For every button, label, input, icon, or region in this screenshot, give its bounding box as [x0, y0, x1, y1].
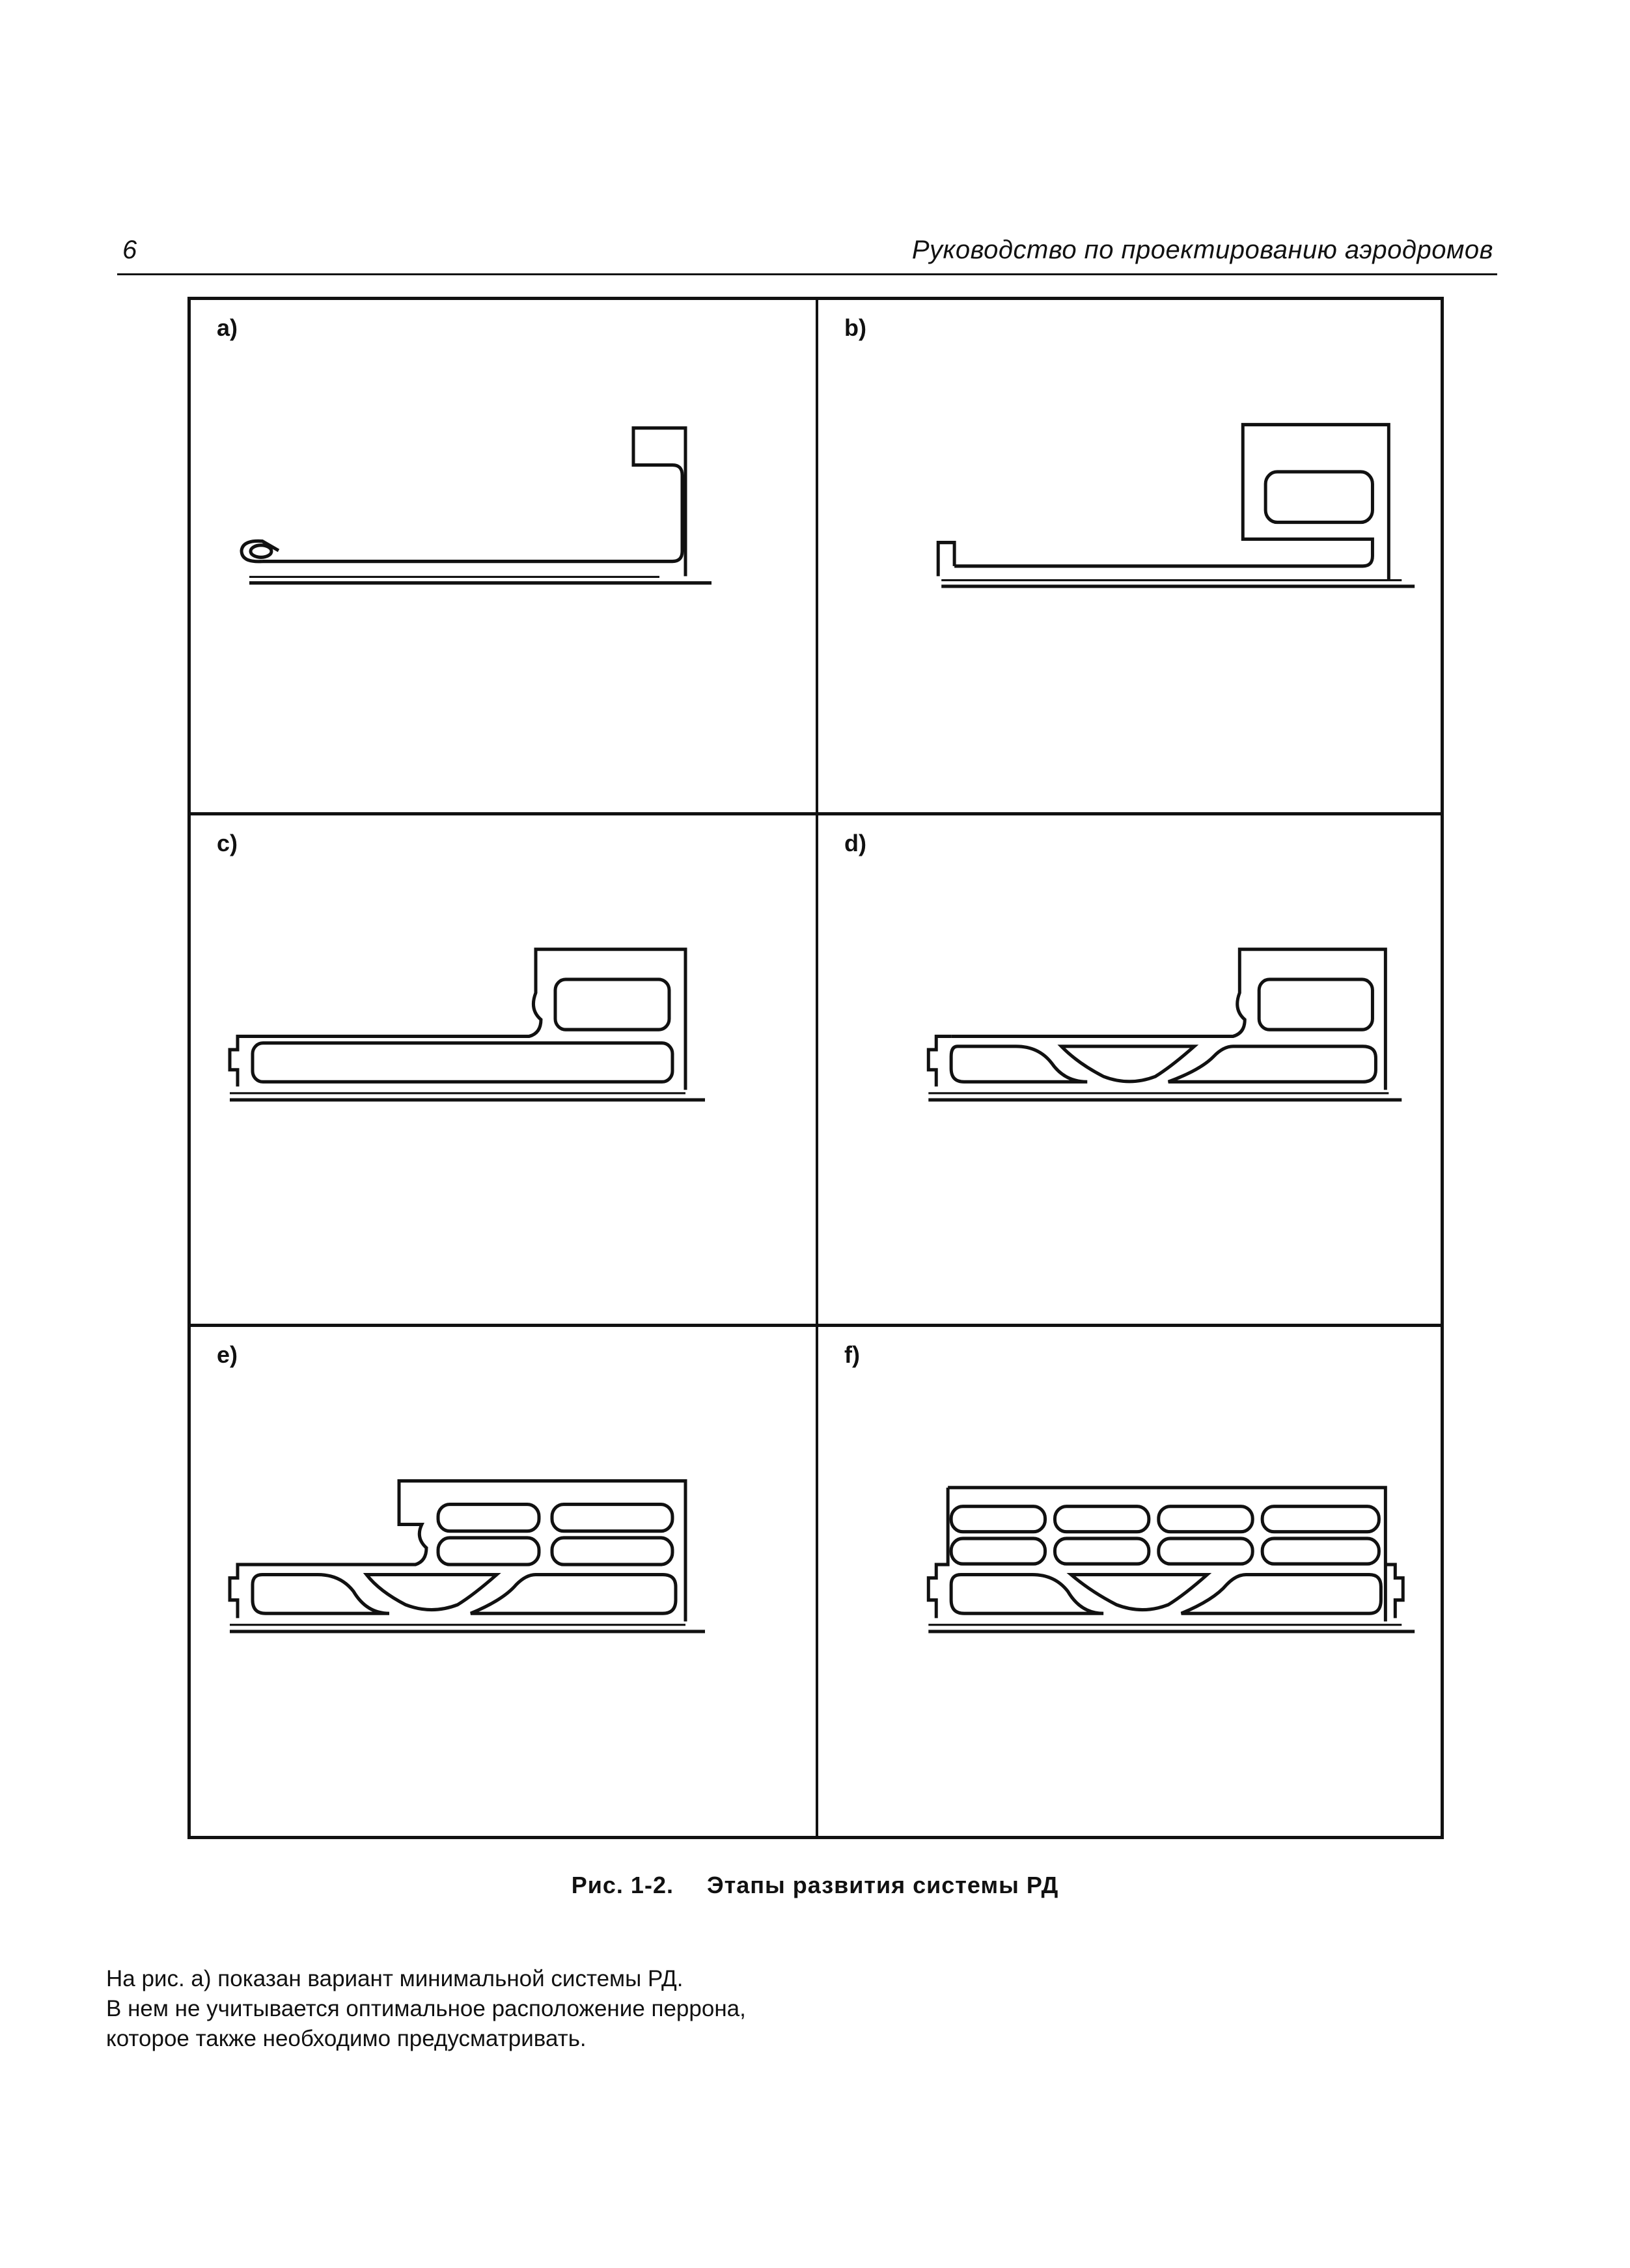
diagram-a	[191, 300, 816, 812]
diagram-d	[818, 815, 1441, 1324]
diagram-f	[818, 1327, 1441, 1836]
panel-label-a: a)	[217, 314, 238, 341]
figure	[187, 297, 1444, 1839]
panel-label-c: c)	[217, 829, 238, 856]
diagram-e	[191, 1327, 816, 1836]
figure-panel-a	[191, 300, 816, 812]
figure-panel-d	[816, 812, 1441, 1324]
header-rule	[117, 273, 1497, 275]
figure-panel-b	[816, 300, 1441, 812]
body-line: На рис. а) показан вариант минимальной системы РД.	[106, 1966, 684, 1991]
figure-caption-number: Рис. 1-2.	[571, 1872, 674, 1898]
panel-label-f: f)	[844, 1341, 860, 1369]
panel-label-e: e)	[217, 1341, 238, 1369]
diagram-b	[818, 300, 1441, 812]
figure-panel-e	[191, 1324, 816, 1836]
figure-panel-f	[816, 1324, 1441, 1836]
figure-caption	[0, 1872, 1630, 1899]
diagram-c	[191, 815, 816, 1324]
page-number: 6	[122, 236, 137, 264]
panel-label-b: b)	[844, 314, 866, 341]
figure-panel-c	[191, 812, 816, 1324]
body-paragraph	[106, 1964, 746, 2054]
figure-caption-title: Этапы развития системы РД	[706, 1872, 1059, 1898]
running-title: Руководство по проектированию аэродромов	[911, 236, 1493, 264]
body-line: которое также необходимо предусматривать.	[106, 2026, 587, 2051]
panel-label-d: d)	[844, 829, 866, 856]
body-line: В нем не учитывается оптимальное расположение перрона,	[106, 1996, 746, 2021]
